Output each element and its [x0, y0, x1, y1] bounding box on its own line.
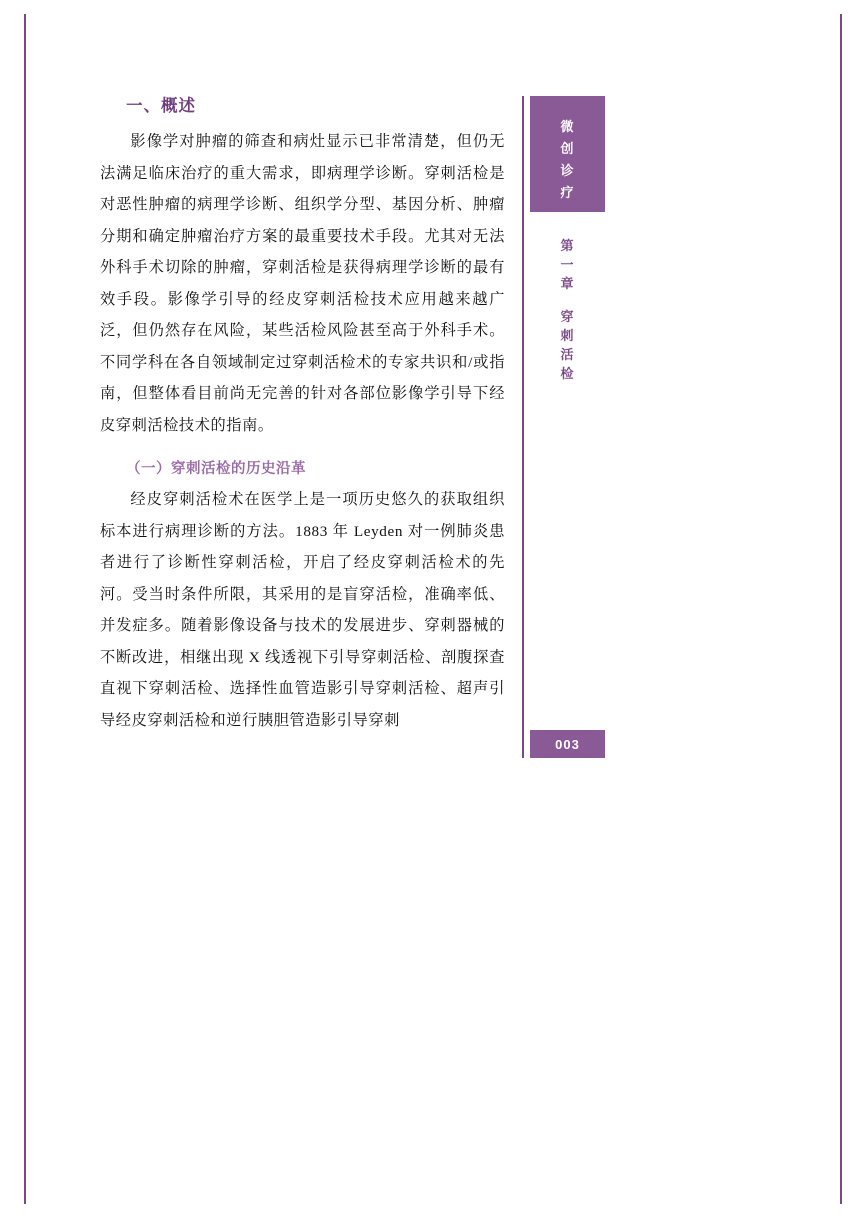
sidebar-chapter-label: [530, 236, 605, 383]
chapter-spacer: [530, 293, 605, 307]
paragraph-overview: 影像学对肿瘤的筛查和病灶显示已非常清楚，但仍无法满足临床治疗的重大需求，即病理学诊断。穿刺活检是对恶性肿瘤的病理学诊断、组织学分型、基因分析、肿瘤分期和确定肿瘤治疗方案的最重要技术手段。尤其对无法外科手术切除的肿瘤，穿刺活检是获得病理学诊断的最有效手段。影像学引导的经皮穿刺活检技术应用越来越广泛，但仍然存在风险，某些活检风险甚至高于外科手术。不同学科在各自领域制定过穿刺活检术的专家共识和/或指南，但整体看目前尚无完善的针对各部位影像学引导下经皮穿刺活检技术的指南。: [100, 133, 505, 434]
paragraph-history: 经皮穿刺活检术在医学上是一项历史悠久的获取组织标本进行病理诊断的方法。1883 年 Leyden 对一例肺炎患者进行了诊断性穿刺活检，开启了经皮穿刺活检术的先河。受当时条件所限，其采用的是盲穿活检，准确率低、并发症多。随着影像设备与技术的发展进步、穿刺器械的不断改进，相继出现 X 线透视下引导穿刺活检、剖腹探查直视下穿刺活检、选择性血管造影引导穿刺活检、超声引导经皮穿刺活检和逆行胰胆管造影引导穿刺: [100, 491, 505, 729]
chapter-title-char-1: 穿: [560, 309, 575, 324]
main-text-column: [100, 92, 505, 736]
section-heading-overview: 一、概述: [126, 97, 196, 115]
chapter-char-2: 一: [560, 257, 575, 272]
chapter-char-3: 章: [560, 276, 575, 291]
column-divider-rule: [522, 96, 524, 758]
subsection-heading-history: （一）穿刺活检的历史沿革: [126, 461, 306, 477]
sidebar: [530, 96, 605, 383]
chapter-title-char-3: 活: [560, 347, 575, 362]
page-number: 003: [530, 730, 605, 758]
sidebar-tab-char-1: 微: [560, 119, 575, 134]
chapter-title-char-2: 刺: [560, 328, 575, 343]
sidebar-section-tab: [530, 96, 605, 212]
chapter-char-1: 第: [560, 238, 575, 253]
sidebar-tab-char-4: 疗: [560, 185, 575, 200]
sidebar-tab-char-2: 创: [560, 141, 575, 156]
chapter-title-char-4: 检: [560, 366, 575, 381]
sidebar-tab-char-3: 诊: [560, 163, 575, 178]
